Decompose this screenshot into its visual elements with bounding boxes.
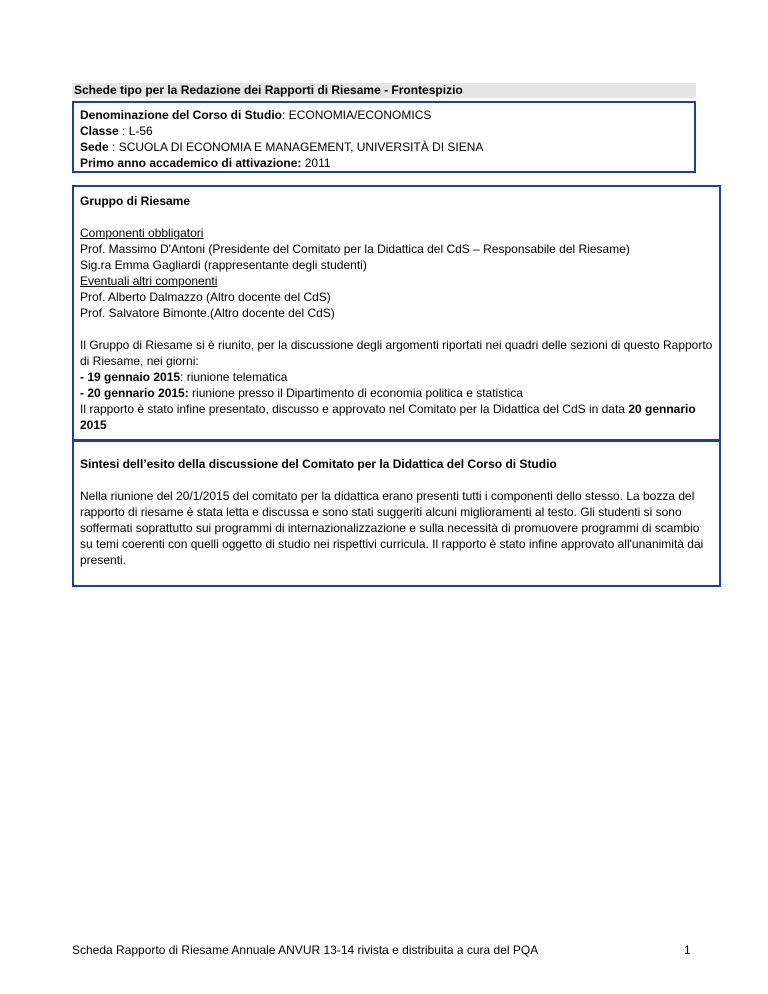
mandatory-members-label: Componenti obbligatori — [80, 226, 204, 240]
course-year-row — [80, 155, 688, 171]
meeting-2 — [80, 385, 713, 401]
review-group-box — [72, 185, 721, 441]
meeting-1 — [80, 369, 713, 385]
meeting-1-desc: : riunione telematica — [180, 370, 288, 384]
course-class-label: Classe — [80, 124, 119, 138]
meeting-intro: Il Gruppo di Riesame si è riunito, per la discussione degli argomenti riportati nei quadri delle sezioni di questo Rapporto di Riesame, nei giorni: — [80, 338, 713, 368]
approval-statement — [80, 401, 713, 433]
review-group-title: Gruppo di Riesame — [80, 194, 191, 208]
course-year-label: Primo anno accademico di attivazione: — [80, 156, 302, 170]
footer-text: Scheda Rapporto di Riesame Annuale ANVUR 13-14 rivista e distribuita a cura del PQA — [72, 943, 539, 957]
meeting-1-date: - 19 gennaio 2015 — [80, 370, 181, 384]
summary-text: Nella riunione del 20/1/2015 del comitato per la didattica erano presenti tutti i componenti dello stesso. La bozza del rapporto di riesame è stata letta e discussa e sono stati suggeriti alcuni miglioramenti al testo. Gli studenti si sono soffermati soprattutto sui programmi di internazionalizzazione e sulla necessità di promuovere programmi di scambio su temi coerenti con quelli oggetto di studio nei rispettivi curricula. Il rapporto è stato infine approvato all'unanimità dai presenti. — [80, 489, 704, 567]
course-site-value: : SCUOLA DI ECONOMIA E MANAGEMENT, UNIVERSITÀ DI SIENA — [108, 140, 484, 154]
course-class-value: : L-56 — [118, 124, 153, 138]
course-year-value: 2011 — [301, 156, 331, 170]
course-name-row — [80, 107, 688, 123]
course-name-label: Denominazione del Corso di Studio — [80, 108, 283, 122]
meeting-2-date: - 20 gennario 2015: — [80, 386, 189, 400]
member-bimonte: Prof. Salvatore Bimonte.(Altro docente del CdS) — [80, 306, 335, 320]
course-info-box — [72, 101, 696, 173]
approval-date: 20 gennario 2015 — [80, 402, 696, 432]
member-dalmazzo: Prof. Alberto Dalmazzo (Altro docente del CdS) — [80, 290, 331, 304]
committee-summary-box — [72, 441, 721, 587]
other-members-label: Eventuali altri componenti — [80, 274, 218, 288]
course-site-label: Sede — [80, 140, 109, 154]
summary-title: Sintesi dell’esito della discussione del Comitato per la Didattica del Corso di Studio — [80, 457, 557, 471]
course-class-row — [80, 123, 688, 139]
page-heading: Schede tipo per la Redazione dei Rapporti di Riesame - Frontespizio — [72, 83, 696, 98]
member-student-rep: Sig.ra Emma Gagliardi (rappresentante degli studenti) — [80, 258, 367, 272]
course-site-row — [80, 139, 688, 155]
member-president: Prof. Massimo D'Antoni (Presidente del Comitato per la Didattica del CdS – Responsabile del Riesame) — [80, 242, 630, 256]
approval-text: Il rapporto è stato infine presentato, discusso e approvato nel Comitato per la Didattica del CdS in data — [80, 402, 629, 416]
meeting-2-desc: riunione presso il Dipartimento di economia politica e statistica — [188, 386, 523, 400]
page-number: 1 — [684, 943, 691, 957]
course-name-value: : ECONOMIA/ECONOMICS — [282, 108, 432, 122]
